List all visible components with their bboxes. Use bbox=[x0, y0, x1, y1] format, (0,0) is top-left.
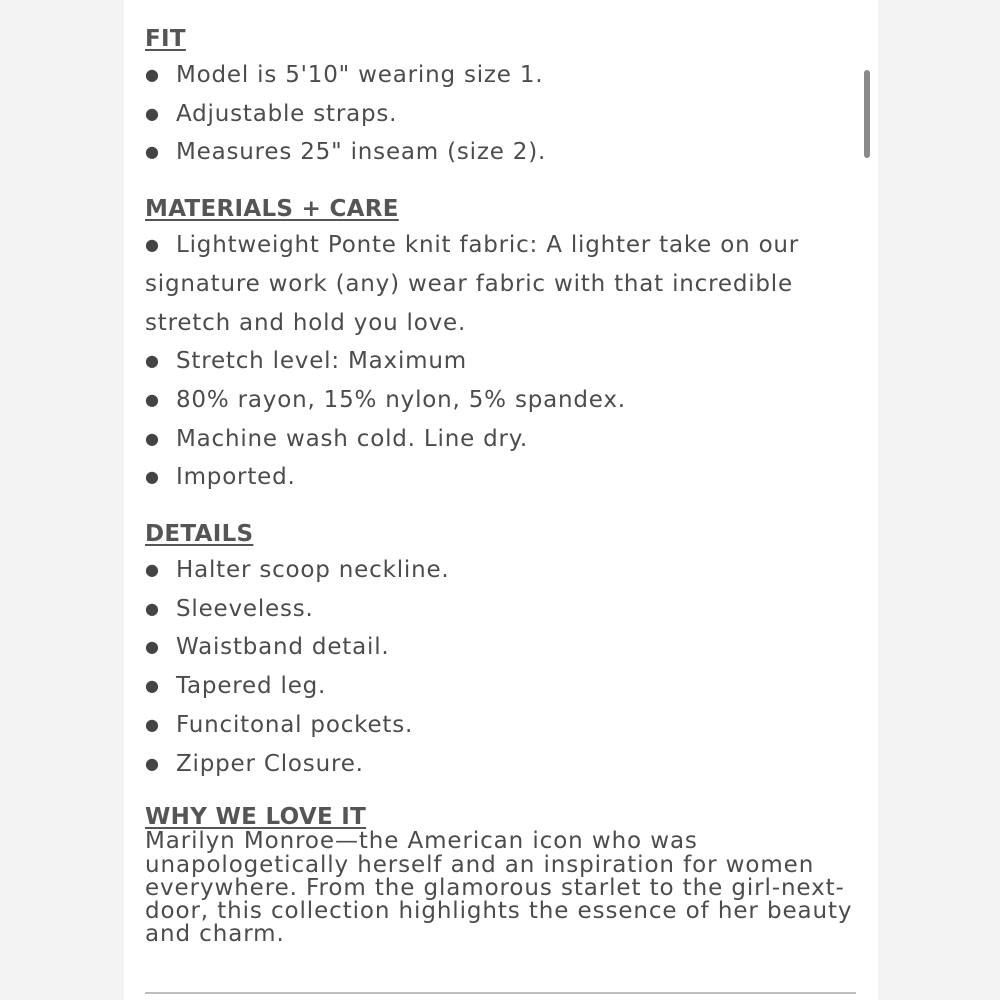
list-item bbox=[145, 133, 857, 172]
bullet-icon: ● bbox=[145, 428, 160, 448]
list-item bbox=[145, 706, 857, 745]
details-heading: DETAILS bbox=[145, 521, 254, 548]
list-item-text: Lightweight Ponte knit fabric: A lighter take on our signature work (any) wear fabric with that incredible stretch and hold you love. bbox=[145, 232, 800, 336]
list-item bbox=[145, 551, 857, 590]
why-we-love-it-text: Marilyn Monroe—the American icon who was unapologetically herself and an inspiration for women everywhere. From the glamorous starlet to the girl-next-door, this collection highlights the essence of her beauty and charm. bbox=[145, 828, 853, 948]
list-item bbox=[145, 56, 857, 95]
product-details-content bbox=[145, 22, 857, 947]
list-item bbox=[145, 95, 857, 134]
bullet-icon: ● bbox=[145, 676, 160, 696]
list-item-text: Waistband detail. bbox=[176, 634, 390, 661]
list-item-text: Halter scoop neckline. bbox=[176, 557, 450, 584]
list-item-text: Adjustable straps. bbox=[176, 100, 398, 127]
bullet-icon: ● bbox=[145, 637, 160, 657]
scrollbar-thumb[interactable] bbox=[864, 70, 870, 158]
list-item bbox=[145, 745, 857, 784]
materials-list bbox=[145, 226, 857, 497]
bullet-icon: ● bbox=[145, 65, 160, 84]
materials-care-heading: MATERIALS + CARE bbox=[145, 196, 399, 223]
why-we-love-it-heading: WHY WE LOVE IT bbox=[145, 804, 367, 831]
list-item-text: Model is 5'10" wearing size 1. bbox=[176, 62, 544, 88]
bullet-icon: ● bbox=[145, 389, 160, 409]
list-item bbox=[145, 628, 857, 667]
list-item bbox=[145, 381, 857, 420]
fit-list bbox=[145, 56, 857, 172]
section-divider bbox=[145, 992, 856, 994]
list-item bbox=[145, 226, 857, 342]
list-item bbox=[145, 342, 857, 381]
bullet-icon: ● bbox=[145, 142, 160, 162]
list-item bbox=[145, 667, 857, 706]
list-item-text: Sleeveless. bbox=[176, 595, 314, 622]
fit-heading: FIT bbox=[145, 26, 186, 52]
fit-section bbox=[145, 22, 857, 172]
list-item bbox=[145, 458, 857, 497]
list-item-text: Stretch level: Maximum bbox=[176, 348, 467, 375]
bullet-icon: ● bbox=[145, 598, 160, 618]
materials-care-section bbox=[145, 192, 857, 497]
list-item-text: Measures 25" inseam (size 2). bbox=[176, 139, 547, 166]
bullet-icon: ● bbox=[145, 351, 160, 371]
list-item-text: Tapered leg. bbox=[176, 673, 327, 700]
bullet-icon: ● bbox=[145, 235, 160, 255]
bullet-icon: ● bbox=[145, 103, 160, 123]
list-item-text: Machine wash cold. Line dry. bbox=[176, 425, 529, 452]
list-item-text: Imported. bbox=[176, 464, 296, 491]
bullet-icon: ● bbox=[145, 753, 160, 773]
bullet-icon: ● bbox=[145, 714, 160, 734]
bullet-icon: ● bbox=[145, 467, 160, 487]
list-item-text: Zipper Closure. bbox=[176, 750, 364, 777]
list-item bbox=[145, 420, 857, 459]
list-item bbox=[145, 590, 857, 629]
details-section bbox=[145, 517, 857, 783]
bullet-icon: ● bbox=[145, 560, 160, 580]
details-list bbox=[145, 551, 857, 783]
list-item-text: 80% rayon, 15% nylon, 5% spandex. bbox=[176, 386, 626, 413]
why-we-love-it-section bbox=[145, 804, 857, 946]
list-item-text: Funcitonal pockets. bbox=[176, 711, 414, 738]
